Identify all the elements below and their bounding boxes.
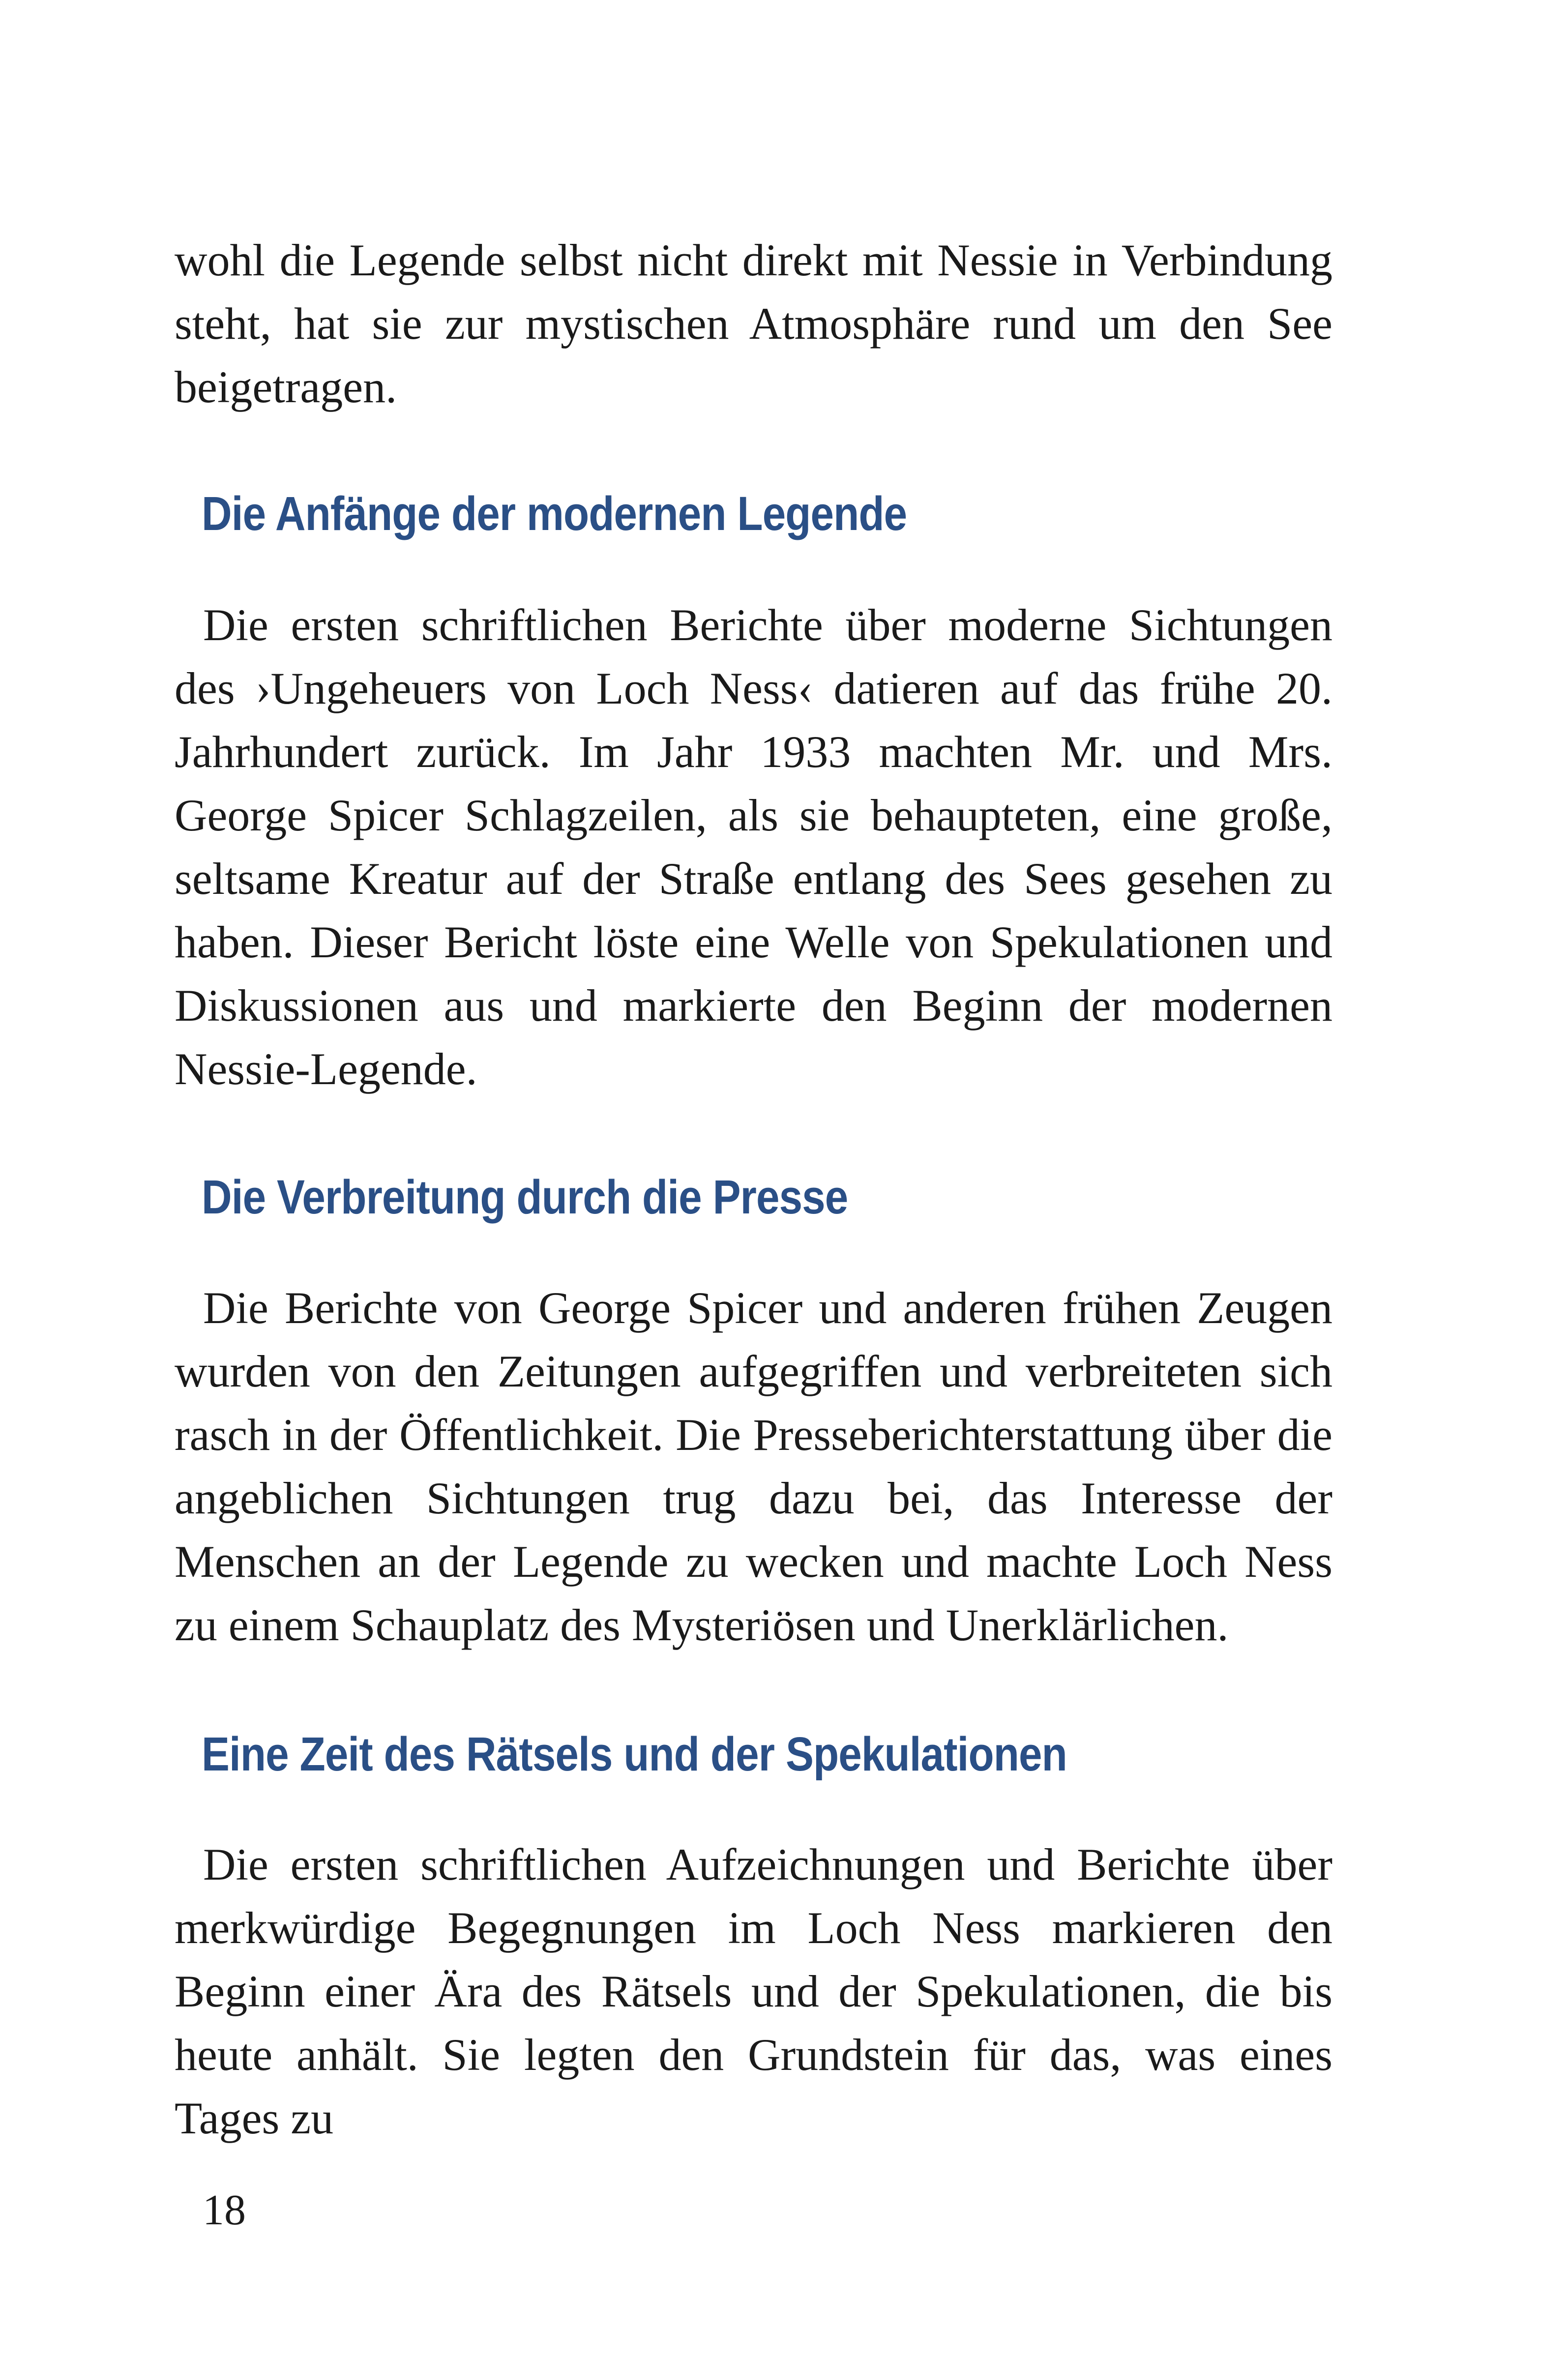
section-heading-anfaenge: Die Anfänge der modernen Legende — [202, 487, 907, 540]
section-body-anfaenge: Die ersten schriftlichen Berichte über moderne Sichtungen des ›Ungeheuers von Loch Ness‹ datieren auf das frühe 20. Jahrhundert zurück. Im Jahr 1933 machten Mr. und Mrs. George Spicer Schlagzeilen, als sie behaupteten, eine große, seltsame Kreatur auf der Straße entlang des Sees gesehen zu haben. Dieser Bericht löste eine Welle von Spekulationen und Diskussionen aus und markierte den Beginn der modernen Nessie-Legende. — [175, 600, 1332, 1094]
section-heading-raetsel: Eine Zeit des Rätsels und der Spekulationen — [202, 1727, 1067, 1781]
section-body-raetsel: Die ersten schriftlichen Aufzeichnungen und Berichte über merkwürdige Begegnungen im Loch Ness markieren den Beginn einer Ära des Rätsels und der Spekulationen, die bis heute anhält. Sie legten den Grundstein für das, was eines Tages zu — [175, 1839, 1332, 2143]
section-heading-presse: Die Verbreitung durch die Presse — [202, 1170, 848, 1224]
intro-paragraph: wohl die Legende selbst nicht direkt mit Nessie in Verbindung steht, hat sie zur mystischen Atmosphäre rund um den See beigetragen. — [175, 235, 1332, 412]
section-body-presse: Die Berichte von George Spicer und anderen frühen Zeugen wurden von den Zeitungen aufgegriffen und verbreiteten sich rasch in der Öffentlichkeit. Die Presseberichterstattung über die angeblichen Sichtungen trug dazu bei, das Interesse der Menschen an der Legende zu wecken und machte Loch Ness zu einem Schauplatz des Mysteriösen und Unerklärlichen. — [175, 1283, 1332, 1650]
page-number: 18 — [203, 2186, 246, 2234]
